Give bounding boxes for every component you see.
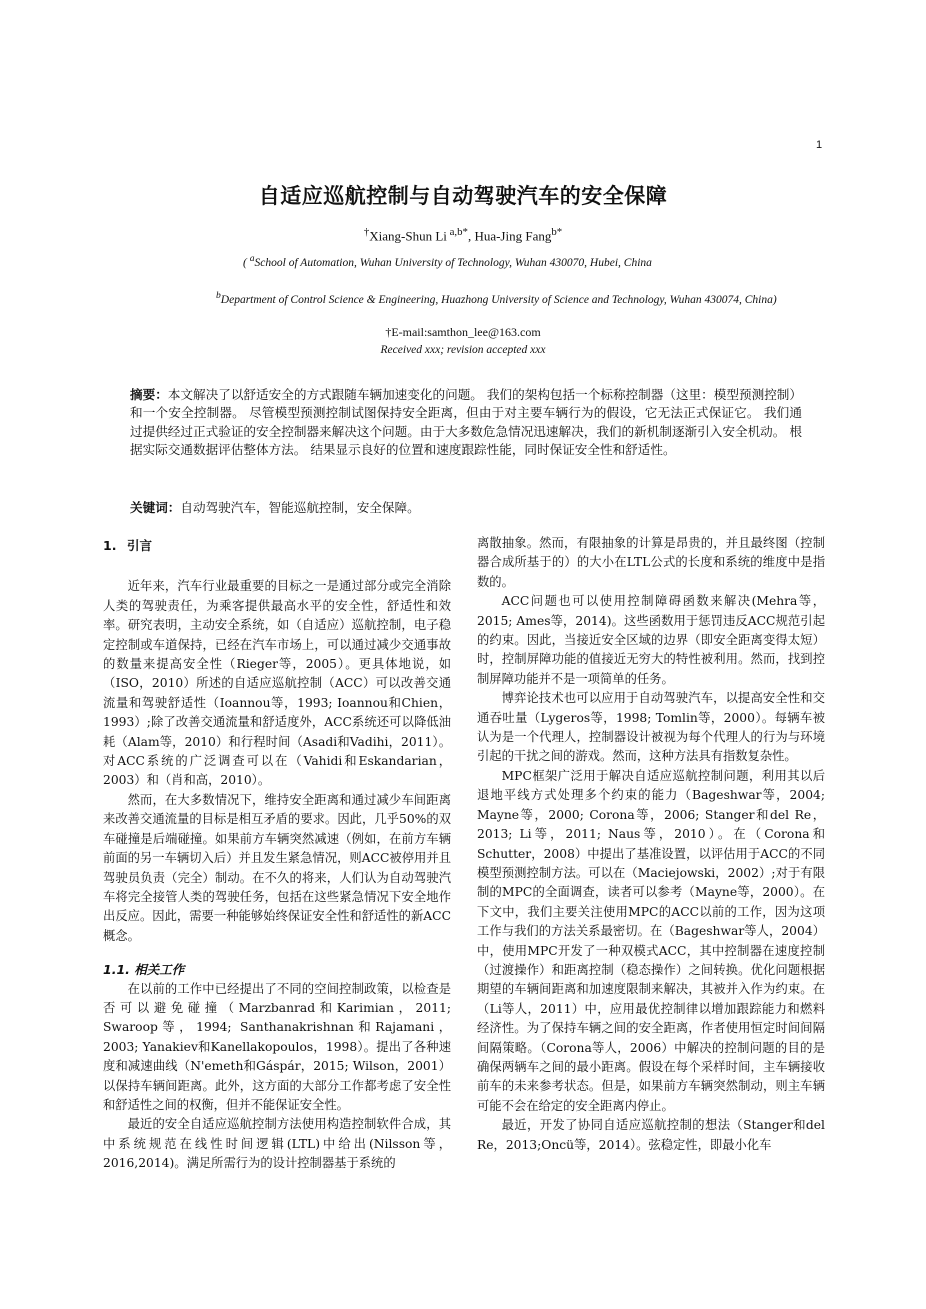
section-heading: 1. 引言 bbox=[103, 538, 153, 553]
author-line bbox=[0, 226, 926, 244]
affiliation-a: ( $^a$School of Automation, Wuhan University of Technology, Wuhan 430070, Hubei, China bbox=[243, 253, 652, 269]
author-2: Hua-Jing Fang bbox=[474, 228, 552, 244]
author-separator: , bbox=[467, 228, 475, 244]
contact-email: †E-mail:samthon_lee@163.com bbox=[385, 325, 541, 339]
left-column bbox=[103, 536, 451, 1174]
author-2-affil: b* bbox=[551, 226, 563, 238]
author-1-affil: a,b* bbox=[449, 226, 468, 238]
paragraph: 近年来，汽车行业最重要的目标之一是通过部分或完全消除人类的驾驶责任，为乘客提供最高水平的安全性，舒适性和效率。研究表明，主动安全系统，如（自适应）巡航控制，电子稳定控制或车道保持，已经在汽车市场上，可以通过减少交通事故的数量来提高安全性（Rieger等，2005）。更具体地说，如（ISO，2010）所述的自适应巡航控制（ACC）可以改善交通流量和驾驶舒适性（Ioannou等，1993; Ioannou和Chien，1993）;除了改善交通流量和舒适度外，ACC系统还可以降低油耗（Alam等，2010）和行程时间（Asadi和Vadihi，2011）。对ACC系统的广泛调查可以在（Vahidi和Eskandarian，2003）和（肖和高，2010）。 bbox=[103, 579, 451, 788]
abstract-label: 摘要： bbox=[130, 387, 168, 402]
paper-title: 自适应巡航控制与自动驾驶汽车的安全保障 bbox=[258, 184, 668, 208]
paragraph: 最近，开发了协同自适应巡航控制的想法（Stanger和del Re，2013;Oncü等，2014）。弦稳定性，即最小化车 bbox=[477, 1118, 825, 1152]
author-1: Xiang-Shun Li bbox=[369, 228, 447, 244]
received-line: Received xxx; revision accepted xxx bbox=[380, 344, 546, 356]
paragraph: 然而，在大多数情况下，维持安全距离和通过减少车间距离来改善交通流量的目标是相互矛盾的要求。因此，几乎50%的双车碰撞是后端碰撞。如果前方车辆突然减速（例如，在前方车辆前面的另一车辆切入后）并且发生紧急情况，则ACC被停用并且驾驶员负责（完全）制动。在不久的将来，人们认为自动驾驶汽车将完全接管人类的驾驶任务，包括在这些紧急情况下安全地作出反应。因此，需要一种能够始终保证安全性和舒适性的新ACC概念。 bbox=[103, 792, 451, 943]
affiliation-b: $^b$Department of Control Science & Engineering, Huazhong University of Science and Technology, Wuhan 430074, China) bbox=[216, 290, 777, 306]
subsection-heading: 1.1. 相关工作 bbox=[103, 962, 185, 978]
paragraph: 博弈论技术也可以应用于自动驾驶汽车，以提高安全性和交通吞吐量（Lygeros等，1998; Tomlin等，2000）。每辆车被认为是一个代理人，控制器设计被视为每个代理人的行为与环境引起的干扰之间的游戏。然而，这种方法具有指数复杂性。 bbox=[477, 691, 825, 764]
keywords-label: 关键词： bbox=[130, 500, 181, 515]
paragraph: ACC问题也可以使用控制障碍函数来解决(Mehra等，2015; Ames等，2014)。这些函数用于惩罚违反ACC规范引起的约束。因此，当接近安全区域的边界（即安全距离变得太短）时，控制屏障功能的值接近无穷大的特性被利用。然而，找到控制屏障功能并不是一项简单的任务。 bbox=[477, 594, 825, 686]
dagger-mark: † bbox=[363, 226, 370, 238]
paragraph: MPC框架广泛用于解决自适应巡航控制问题，利用其以后退地平线方式处理多个约束的能力（Bageshwar等，2004; Mayne等，2000; Corona等，2006; Stanger和del Re，2013; Li等，2011; Naus等，2010）。在（Corona和Schutter，2008）中提出了基准设置，以评估用于ACC的不同模型预测控制方法。可以在（Maciejowski，2002）;对于有限制的MPC的全面调查，读者可以参考（Mayne等，2000）。在下文中，我们主要关注使用MPC的ACC以前的工作，因为这项工作与我们的方法关系最密切。在（Bageshwar等人，2004）中，使用MPC开发了一种双模式ACC，其中控制器在速度控制（过渡操作）和距离控制（稳态操作）之间转换。优化问题根据期望的车辆间距离和加速度限制来解决，其被并入作为约束。在（Li等人，2011）中，应用最优控制律以增加跟踪能力和燃料经济性。为了保持车辆之间的安全距离，作者使用恒定时间间隔间隔策略。（Corona等人，2006）中解决的控制问题的目的是确保两辆车之间的最小距离。假设在每个采样时间，主车辆接收前车的未来参考状态。但是，如果前方车辆突然制动，则主车辆可能不会在给定的安全距离内停止。 bbox=[477, 768, 825, 1113]
paragraph: 最近的安全自适应巡航控制方法使用构造控制软件合成，其中系统规范在线性时间逻辑(LTL)中给出(Nilsson等，2016,2014)。满足所需行为的设计控制器基于系统的 bbox=[103, 1117, 451, 1171]
right-column bbox=[477, 534, 825, 1155]
paragraph-continuation: 离散抽象。然而，有限抽象的计算是昂贵的，并且最终图（控制器合成所基于的）的大小在LTL公式的长度和系统的维度中是指数的。 bbox=[477, 536, 825, 589]
keywords-text: 自动驾驶汽车，智能巡航控制，安全保障。 bbox=[180, 500, 420, 515]
keywords bbox=[130, 497, 802, 516]
paragraph: 在以前的工作中已经提出了不同的空间控制政策，以检查是否可以避免碰撞（Marzbanrad和Karimian，2011; Swaroop等，1994; Santhanakrishnan和Rajamani，2003; Yanakiev和Kanellakopoulos，1998）。提出了各种速度和减速曲线（N'emeth和Gáspár，2015; Wilson，2001）以保持车辆间距离。此外，这方面的大部分工作都考虑了安全性和舒适性之间的权衡，但并不能保证安全性。 bbox=[103, 981, 451, 1112]
abstract bbox=[130, 386, 802, 459]
abstract-text: 本文解决了以舒适安全的方式跟随车辆加速变化的问题。 我们的架构包括一个标称控制器（这里：模型预测控制）和一个安全控制器。 尽管模型预测控制试图保持安全距离，但由于对主要车辆行为的假设，它无法正式保证它。 我们通过提供经过正式验证的安全控制器来解决这个问题。由于大多数危急情况迅速解决，我们的新机制逐渐引入安全机动。 根据实际交通数据评估整体方法。 结果显示良好的位置和速度跟踪性能，同时保证安全性和舒适性。 bbox=[130, 387, 802, 457]
page-number: 1 bbox=[816, 139, 823, 151]
